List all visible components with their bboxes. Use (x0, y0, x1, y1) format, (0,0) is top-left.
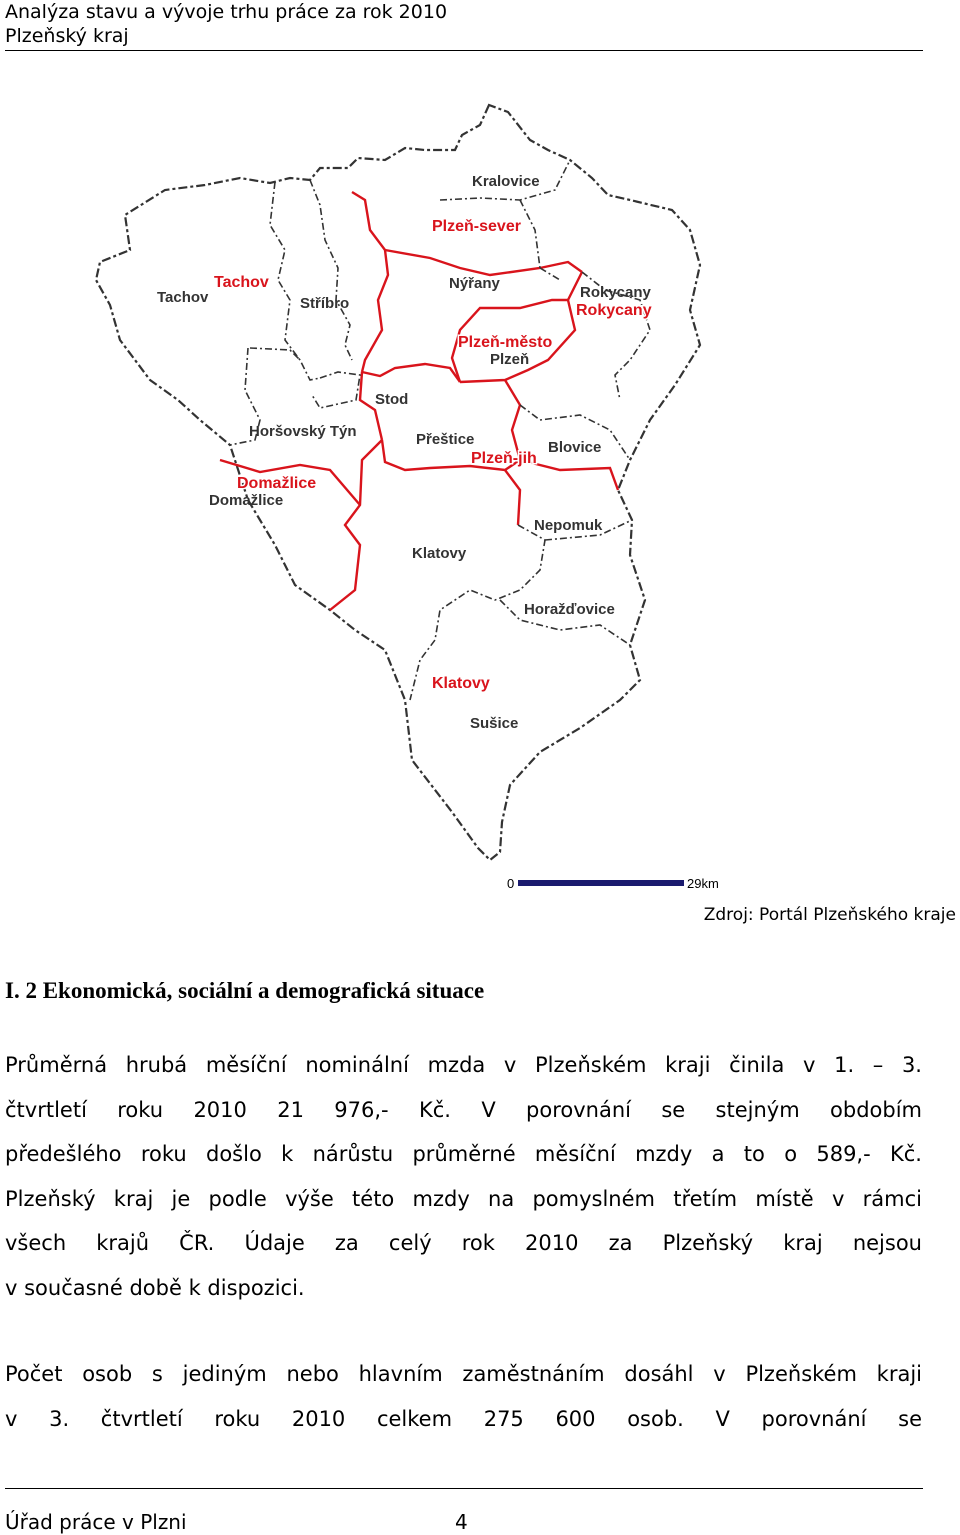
page-number: 4 (455, 1510, 468, 1534)
scale-bar-fill (518, 880, 684, 886)
scale-bar (507, 876, 719, 891)
district-label: Plzeň-město (458, 334, 553, 351)
header-region: Plzeňský kraj (5, 25, 129, 47)
town-label: Kralovice (472, 173, 540, 190)
district-label: Klatovy (432, 675, 490, 692)
paragraph-employment (5, 1352, 922, 1441)
text-line: Průměrná hrubá měsíční nominální mzda v Plzeňském kraji činila v 1. – 3. (5, 1053, 922, 1077)
section-title: I. 2 Ekonomická, sociální a demografická situace (5, 978, 485, 1003)
text-line: všech krajů ČR. Údaje za celý rok 2010 za Plzeňský kraj nejsou (5, 1231, 922, 1256)
town-label: Sušice (470, 715, 519, 732)
town-label: Domažlice (209, 492, 284, 509)
text-line: Počet osob s jediným nebo hlavním zaměstnáním dosáhl v Plzeňském kraji (5, 1362, 922, 1386)
text-line: čtvrtletí roku 2010 21 976,- Kč. V porovnání se stejným obdobím (5, 1097, 922, 1122)
header-rule (5, 50, 923, 51)
district-label: Tachov (214, 274, 269, 291)
town-label: Horažďovice (524, 601, 615, 618)
town-label: Rokycany (580, 284, 651, 301)
town-label: Stříbro (300, 295, 350, 312)
text-line: v 3. čtvrtletí roku 2010 celkem 275 600 osob. V porovnání se (5, 1406, 922, 1431)
scale-start-label: 0 (507, 876, 515, 891)
region-outline (96, 105, 700, 860)
scale-end-label: 29km (687, 876, 719, 891)
town-label: Přeštice (416, 431, 475, 448)
text-line: v současné době k dispozici. (5, 1275, 305, 1300)
town-label: Klatovy (412, 545, 467, 562)
district-label: Rokycany (576, 302, 652, 319)
town-label: Horšovský Týn (249, 423, 357, 440)
header-title: Analýza stavu a vývoje trhu práce za rok 2010 (5, 1, 448, 23)
town-label: Nepomuk (534, 517, 603, 534)
town-label: Nýřany (449, 275, 500, 292)
source-note: Zdroj: Portál Plzeňského kraje (703, 905, 956, 925)
footer-office: Úřad práce v Plzni (5, 1510, 187, 1534)
town-label: Plzeň (490, 351, 530, 368)
footer-rule (5, 1488, 923, 1489)
running-header (5, 0, 447, 48)
district-label: Plzeň-jih (471, 450, 537, 467)
town-label: Tachov (157, 289, 209, 306)
town-label: Stod (375, 391, 409, 408)
region-map (0, 95, 960, 895)
paragraph-wages (5, 1043, 922, 1311)
town-label: Blovice (548, 439, 602, 456)
text-line: předešlého roku došlo k nárůstu průměrné měsíční mzdy a to o 589,- Kč. (5, 1142, 922, 1167)
district-label: Domažlice (237, 475, 317, 492)
text-line: Plzeňský kraj je podle výše této mzdy na pomyslném třetím místě v rámci (5, 1186, 922, 1211)
district-label: Plzeň-sever (432, 218, 521, 235)
